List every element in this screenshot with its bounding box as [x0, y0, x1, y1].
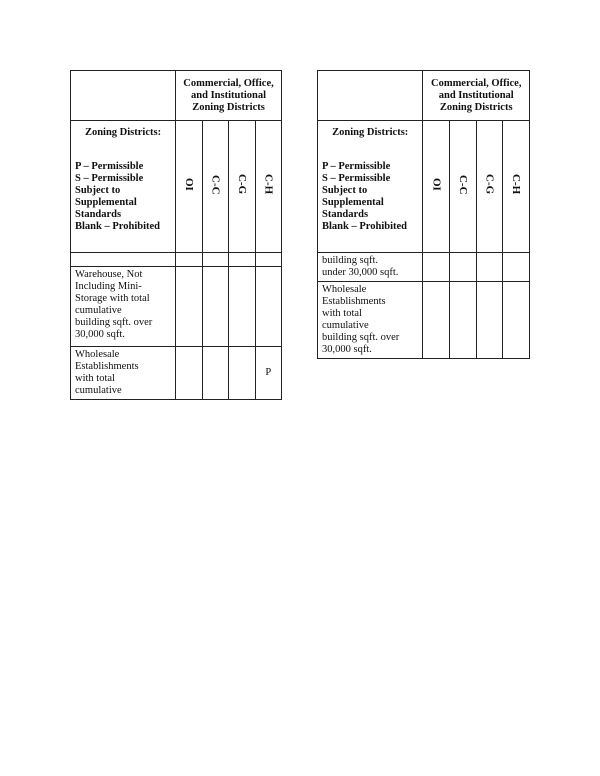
permission-cell [255, 267, 282, 347]
use-line: 30,000 sqft. [75, 329, 125, 340]
district-header-ch [255, 121, 282, 253]
legend-line: Subject to [322, 185, 368, 196]
district-header-ch [503, 121, 530, 253]
use-line: with total [75, 373, 115, 384]
legend-line: Supplemental [322, 197, 384, 208]
district-group-line: Commercial, Office, [430, 77, 522, 89]
use-line: Establishments [322, 296, 386, 307]
legend-line: S – Permissible [322, 173, 391, 184]
use-line: building sqft. over [75, 317, 153, 328]
table-row [318, 253, 530, 282]
district-label: OI [430, 178, 443, 191]
spacer-cell [71, 253, 176, 267]
legend-cell [318, 121, 423, 253]
use-description [71, 347, 176, 400]
legend-line: P – Permissible [75, 161, 144, 172]
legend-line: Standards [322, 209, 369, 220]
permission-cell [503, 253, 530, 282]
district-label: C-H [262, 174, 275, 195]
spacer-cell [202, 253, 229, 267]
permission-cell [423, 253, 450, 282]
permission-cell [476, 253, 503, 282]
permission-cell [202, 347, 229, 400]
permission-cell [476, 282, 503, 359]
legend-line: Subject to [75, 185, 121, 196]
use-line: Warehouse, Not [75, 269, 143, 280]
district-header-cc [202, 121, 229, 253]
district-group-line: Zoning Districts [192, 101, 265, 113]
district-group-line: Zoning Districts [439, 101, 513, 113]
permission-cell [503, 282, 530, 359]
district-group-line: and Institutional [438, 89, 514, 101]
use-line: Including Mini- [75, 281, 142, 292]
district-header-cg [229, 121, 256, 253]
use-line: cumulative [322, 320, 369, 331]
use-line: building sqft. [322, 255, 379, 266]
use-line: building sqft. over [322, 332, 400, 343]
zoning-table-left [70, 70, 282, 400]
legend-line: Supplemental [75, 197, 137, 208]
district-group-line: Commercial, Office, [183, 77, 274, 89]
permission-cell: P [255, 347, 282, 400]
table-row [71, 347, 282, 400]
district-group-header [423, 71, 530, 121]
permission-cell [229, 347, 256, 400]
district-header-oi [423, 121, 450, 253]
use-line: Storage with total [75, 293, 150, 304]
use-line: under 30,000 sqft. [322, 267, 399, 278]
table-row [71, 267, 282, 347]
district-header-oi [176, 121, 203, 253]
legend-line: P – Permissible [322, 161, 391, 172]
permission-cell [423, 282, 450, 359]
district-header-cc [450, 121, 477, 253]
use-line: Wholesale [322, 284, 367, 295]
zoning-table-right [317, 70, 530, 359]
table-row [318, 282, 530, 359]
district-group-header [176, 71, 282, 121]
district-label: C-C [456, 174, 469, 195]
legend-title: Zoning Districts: [84, 127, 162, 138]
use-line: cumulative [75, 385, 122, 396]
district-label: C-G [235, 174, 248, 195]
use-description [71, 267, 176, 347]
use-line: Establishments [75, 361, 139, 372]
permission-cell [450, 282, 477, 359]
legend-line: Standards [75, 209, 122, 220]
spacer-cell [255, 253, 282, 267]
spacer-cell [229, 253, 256, 267]
spacer-cell [176, 253, 203, 267]
legend-title: Zoning Districts: [332, 127, 409, 138]
permission-cell [176, 267, 203, 347]
permission-cell [202, 267, 229, 347]
permission-cell [229, 267, 256, 347]
district-label: C-H [510, 174, 523, 195]
use-line: with total [322, 308, 362, 319]
use-description [318, 253, 423, 282]
legend-cell [71, 121, 176, 253]
permission-cell [450, 253, 477, 282]
use-line: Wholesale [75, 349, 120, 360]
legend-line: Blank – Prohibited [75, 221, 160, 232]
legend-line: S – Permissible [75, 173, 144, 184]
district-label: C-G [483, 174, 496, 195]
use-description [318, 282, 423, 359]
district-label: OI [182, 178, 195, 191]
district-label: C-C [209, 174, 222, 195]
legend-line: Blank – Prohibited [322, 221, 407, 232]
header-blank-cell [318, 71, 423, 121]
district-header-cg [476, 121, 503, 253]
use-line: 30,000 sqft. [322, 344, 372, 355]
use-line: cumulative [75, 305, 122, 316]
district-group-line: and Institutional [191, 89, 267, 101]
header-blank-cell [71, 71, 176, 121]
permission-cell [176, 347, 203, 400]
